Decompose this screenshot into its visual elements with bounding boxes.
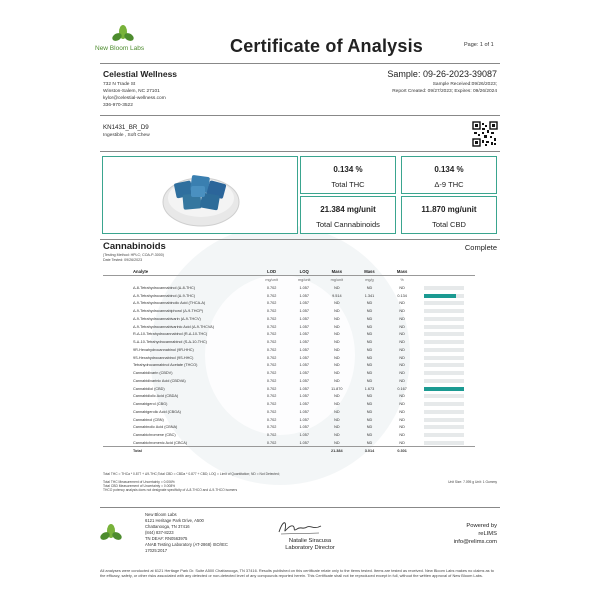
mass-g-value: ND [366,394,373,399]
lod-value: 0.702 [266,293,277,298]
table-row [103,300,475,308]
client-address1: 732 N Trade St [103,82,136,87]
total-label: Total [103,447,255,455]
table-row [103,408,475,416]
mass-g-value: ND [366,340,373,345]
mass-pct-value: ND [399,316,405,321]
table-row [103,439,475,447]
total-mass-pct: 0.301 [386,447,419,455]
mass-g-value: 1.341 [364,293,375,298]
lod-value: 0.702 [266,386,277,391]
table-row [103,292,475,300]
client-name: Celestial Wellness [103,69,178,79]
mass-pct-value: ND [399,440,405,445]
analyte-name: Tetrahydrocannabinol Acetate (THCO) [133,363,198,368]
lab-logo-icon [100,524,122,544]
loq-value: 1.057 [299,378,309,383]
mass-pct-value: ND [399,340,405,345]
percent-bar-track [424,441,464,445]
mass-pct-value: ND [399,355,405,360]
percent-bar-track [424,363,464,367]
lod-value: 0.702 [266,378,277,383]
mass-unit-value: ND [334,285,340,290]
lod-value: 0.702 [266,409,277,414]
table-row [103,331,475,339]
mass-pct-value: ND [399,285,405,290]
col-mass-pct: Mass [386,268,419,275]
percent-bar-track [424,433,464,437]
percent-bar-cell [418,315,475,323]
lod-value: 0.702 [266,285,277,290]
col-analyte: Analyte [103,268,255,275]
analyte-name: 9R-Hexahydrocannabinol (9R-HHC) [133,347,194,352]
analyte-name: R-Δ-10-Tetrahydrocannabinol (R-Δ-10-THC) [133,332,208,337]
mass-g-value: ND [366,355,373,360]
percent-bar-track [424,325,464,329]
loq-value: 1.057 [299,417,309,422]
mass-g-value: ND [366,363,373,368]
analyte-name: Cannabinolic Acid (CBNA) [133,425,178,430]
unit-mass-g: mg/g [365,277,374,282]
lod-value: 0.702 [266,301,277,306]
units-row [103,275,475,284]
mass-unit-value: 11.870 [331,386,343,391]
total-thc-label: Total THC [331,180,365,189]
col-bar [418,268,475,275]
percent-bar-track [424,394,464,398]
mass-unit-value: ND [334,402,340,407]
qr-code-icon[interactable] [472,121,498,147]
lab-street: 6121 Heritage Park Drive, A500 [145,518,204,523]
unit-loq: mg/unit [297,277,311,282]
loq-value: 1.057 [299,394,309,399]
loq-value: 1.057 [299,433,309,438]
mass-unit-value: ND [334,371,340,376]
lab-iso: 17025:2017 [145,548,168,553]
loq-value: 1.057 [299,371,309,376]
signer-role: Laboratory Director [285,545,335,551]
percent-bar-track [424,379,464,383]
lims-email-link[interactable]: info@relims.com [453,539,497,545]
analyte-name: Cannabinol (CBN) [133,417,164,422]
lod-value: 0.702 [266,309,277,314]
col-mass-unit: Mass [321,268,354,275]
percent-bar-track [424,309,464,313]
percent-bar-track [424,317,464,321]
product-type: Ingestible , Soft Chew [103,133,150,138]
loq-value: 1.057 [299,402,309,407]
percent-bar-fill [424,387,463,391]
percent-bar-track [424,425,464,429]
table-row [103,369,475,377]
lod-value: 0.702 [266,394,277,399]
mass-pct-value: ND [399,301,405,306]
mass-pct-value: ND [399,378,405,383]
lod-value: 0.702 [266,355,277,360]
signer-name: Natalie Siracusa [288,538,332,544]
mass-pct-value: 0.167 [397,386,407,391]
sample-id: Sample: 09-26-2023-39087 [387,69,497,79]
total-loq [288,447,321,455]
client-divider [100,115,500,116]
unit-mass-unit: mg/unit [330,277,344,282]
report-dates: Report Created: 09/27/2023; Expires: 09/26/2024 [392,89,497,94]
lab-dea: TN DEA#: RN0563975 [145,536,188,541]
mass-pct-value: ND [399,309,405,314]
table-row [103,354,475,362]
mass-g-value: 1.673 [364,386,375,391]
table-row [103,431,475,439]
mass-unit-value: ND [334,433,340,438]
mass-unit-value: ND [334,425,340,430]
percent-bar-cell [418,362,475,370]
percent-bar-cell [418,300,475,308]
document-title: Certificate of Analysis [230,36,423,56]
percent-bar-track [424,371,464,375]
percent-bar-track [424,356,464,360]
lims-name: reLIMS [478,531,497,537]
percent-bar-cell [418,393,475,401]
percent-bar-track [424,340,464,344]
percent-bar-track [424,332,464,336]
analyte-name: Cannabigerolic Acid (CBGA) [133,409,181,414]
mass-unit-value: ND [334,309,340,314]
mass-unit-value: ND [334,409,340,414]
table-header-row [103,268,475,275]
mass-g-value: ND [366,371,373,376]
mass-unit-value: ND [334,340,340,345]
loq-value: 1.057 [299,316,309,321]
loq-value: 1.057 [299,386,309,391]
mass-g-value: ND [366,378,373,383]
summary-divider [100,239,500,240]
mass-g-value: ND [366,285,373,290]
lod-value: 0.702 [266,425,277,430]
percent-bar-cell [418,284,475,292]
mass-unit-value: ND [334,417,340,422]
unit-mass-pct: % [400,277,404,282]
mass-unit-value: ND [334,316,340,321]
loq-value: 1.057 [299,363,309,368]
total-cbd-label: Total CBD [432,220,466,229]
analyte-name: Cannabichromenic Acid (CBCA) [133,440,188,445]
mass-g-value: ND [366,402,373,407]
analyte-name: Cannabichromene (CBC) [133,433,176,438]
total-mass-unit: 21.384 [321,447,354,455]
total-bar-cell [418,447,475,455]
loq-value: 1.057 [299,309,309,314]
lab-phone: (844) 837-8223 [145,530,174,535]
loq-value: 1.057 [299,340,309,345]
product-image-panel [102,156,298,234]
analyte-name: Δ-8-Tetrahydrocannabinol (Δ-8-THC) [133,285,196,290]
unit-lod: mg/unit [265,277,278,282]
section-title: Cannabinoids [103,241,166,252]
mass-pct-value: ND [399,425,405,430]
analyte-name: Δ-9-Tetrahydrocannabivarinic Acid (Δ-9-THCVA) [133,324,214,329]
loq-value: 1.057 [299,301,309,306]
percent-bar-cell [418,416,475,424]
cannabinoid-table [103,268,475,455]
total-row [103,447,475,455]
col-mass-g: Mass [353,268,386,275]
mass-g-value: ND [366,324,373,329]
table-row [103,346,475,354]
table-row [103,323,475,331]
footnote-thc-uncertainty: Total THC Measurement of Uncertainty = 0.006% [103,480,175,484]
disclaimer: All analyses were conducted at 6121 Heritage Park Dr. Suite A500 Chattanooga, TN 37416. Results published on this certificate relate only to the items tested. Items are tested as received. New Bloom Labs makes no claims as to the efficacy, safety, or other risks associated with any detected or non-detected level of any compounds reported herein. This Certificate shall not be reproduced except in full, without the written approval of New Bloom Labs. [100,568,494,578]
percent-bar-fill [424,294,456,298]
total-cbd-card [401,196,497,234]
page-number: Page: 1 of 1 [464,42,494,48]
loq-value: 1.057 [299,440,309,445]
delta9-thc-value: 0.134 % [434,165,464,174]
table-row [103,377,475,385]
percent-bar-cell [418,346,475,354]
delta9-thc-card [401,156,497,194]
new-bloom-logo-icon [112,25,134,45]
percent-bar-cell [418,354,475,362]
loq-value: 1.057 [299,409,309,414]
lod-value: 0.702 [266,417,277,422]
mass-unit-value: ND [334,324,340,329]
lod-value: 0.702 [266,316,277,321]
loq-value: 1.057 [299,347,309,352]
analyte-name: Cannabidivarinic Acid (CBDVA) [133,378,186,383]
percent-bar-cell [418,377,475,385]
mass-unit-value: ND [334,355,340,360]
lod-value: 0.702 [266,324,277,329]
mass-unit-value: ND [334,301,340,306]
lod-value: 0.702 [266,340,277,345]
percent-bar-track [424,418,464,422]
lab-accreditation: ANAB Testing Laboratory (AT-2868) ISO/IEC [145,542,228,547]
product-divider [100,151,500,152]
analyte-name: Δ-9-Tetrahydrocannabiphorol (Δ-9-THCP) [133,309,204,314]
mass-pct-value: ND [399,394,405,399]
mass-pct-value: ND [399,347,405,352]
mass-unit-value: ND [334,378,340,383]
mass-unit-value: ND [334,394,340,399]
total-cannabinoids-card [300,196,396,234]
mass-g-value: ND [366,347,373,352]
testing-method: (Testing Method: HPLC; COA-P-3000) [103,253,164,257]
percent-bar-cell [418,424,475,432]
mass-unit-value: ND [334,332,340,337]
table-row [103,284,475,292]
analyte-name: Δ-9-Tetrahydrocannabinolic Acid (THCA-A) [133,301,206,306]
loq-value: 1.057 [299,332,309,337]
percent-bar-cell [418,331,475,339]
mass-pct-value: ND [399,409,405,414]
table-row [103,393,475,401]
analyte-name: Δ-9-Tetrahydrocannabivarin (Δ-9-THCV) [133,316,201,321]
percent-bar-cell [418,408,475,416]
loq-value: 1.057 [299,355,309,360]
total-cbd-value: 11.870 mg/unit [421,205,477,214]
mass-pct-value: ND [399,371,405,376]
total-lod [255,447,288,455]
percent-bar-track [424,402,464,406]
lod-value: 0.702 [266,433,277,438]
lod-value: 0.702 [266,440,277,445]
header-divider [100,63,500,64]
loq-value: 1.057 [299,324,309,329]
mass-g-value: ND [366,417,373,422]
table-row [103,362,475,370]
lod-value: 0.702 [266,332,277,337]
analyte-name: Cannabidiol (CBD) [133,386,165,391]
mass-pct-value: 0.134 [397,293,407,298]
mass-g-value: ND [366,433,373,438]
table-row [103,424,475,432]
col-loq: LOQ [288,268,321,275]
table-row [103,385,475,393]
total-cannabinoids-value: 21.384 mg/unit [320,205,376,214]
mass-g-value: ND [366,316,373,321]
unit-analyte [103,275,255,284]
percent-bar-track [424,348,464,352]
mass-unit-value: ND [334,440,340,445]
product-photo [161,162,241,228]
mass-pct-value: ND [399,417,405,422]
total-thc-value: 0.134 % [333,165,363,174]
mass-g-value: ND [366,425,373,430]
client-email: kylor@celestial-wellness.com [103,96,166,101]
table-row [103,338,475,346]
lod-value: 0.702 [266,371,277,376]
sample-received: Sample Received:09/26/2023; [432,82,497,87]
lod-value: 0.702 [266,363,277,368]
total-cannabinoids-label: Total Cannabinoids [316,220,380,229]
mass-pct-value: ND [399,433,405,438]
analyte-name: S-Δ-10-Tetrahydrocannabinol (S-Δ-10-THC) [133,340,207,345]
footer-divider [100,507,500,508]
footnote-totals: Total THC = THCa * 0.877 + Δ9-THC;Total CBD = CBDa * 0.877 + CBD; LOQ = Limit of Quantitation; ND = Not Detected; [103,472,280,476]
mass-g-value: ND [366,409,373,414]
percent-bar-cell [418,292,475,300]
percent-bar-cell [418,431,475,439]
percent-bar-track [424,286,464,290]
mass-pct-value: ND [399,324,405,329]
total-mass-g: 3.014 [353,447,386,455]
percent-bar-cell [418,385,475,393]
lab-city: Chattanooga, TN 37416 [145,524,190,529]
table-row [103,315,475,323]
mass-pct-value: ND [399,332,405,337]
analyte-name: Cannabigerol (CBG) [133,402,168,407]
mass-g-value: ND [366,332,373,337]
mass-pct-value: ND [399,402,405,407]
signature-image [275,518,325,538]
analyte-name: Δ-9-Tetrahydrocannabinol (Δ-9-THC) [133,293,196,298]
powered-by: Powered by [466,523,497,529]
mass-g-value: ND [366,309,373,314]
section-status: Complete [464,243,497,252]
loq-value: 1.057 [299,285,309,290]
loq-value: 1.057 [299,425,309,430]
table-row [103,416,475,424]
mass-pct-value: ND [399,363,405,368]
percent-bar-track [424,410,464,414]
percent-bar-cell [418,369,475,377]
mass-g-value: ND [366,440,373,445]
percent-bar-cell [418,439,475,447]
mass-g-value: ND [366,301,373,306]
table-row [103,400,475,408]
percent-bar-track [424,294,464,298]
percent-bar-cell [418,323,475,331]
percent-bar-cell [418,400,475,408]
percent-bar-track [424,301,464,305]
client-phone: 336-970-3522 [103,103,133,108]
logo-text: New Bloom Labs [95,45,145,52]
analyte-name: Cannabidivarin (CBDV) [133,371,173,376]
lab-name: New Bloom Labs [145,512,177,517]
lod-value: 0.702 [266,347,277,352]
percent-bar-track [424,387,464,391]
percent-bar-cell [418,307,475,315]
lod-value: 0.702 [266,402,277,407]
mass-unit-value: ND [334,363,340,368]
date-tested: Date Tested: 09/26/2023 [103,258,143,262]
table-row [103,307,475,315]
loq-value: 1.057 [299,293,309,298]
mass-unit-value: 9.514 [332,293,342,298]
total-thc-card [300,156,396,194]
footnote-cbd-uncertainty: Total CBD Measurement of Uncertainty = 0.008% [103,484,176,488]
batch-number: KN1431_BR_D9 [103,124,149,131]
analyte-name: Cannabidiolic Acid (CBDA) [133,394,179,399]
delta9-thc-label: Δ-9 THC [434,180,464,189]
col-lod: LOD [255,268,288,275]
unit-size: Unit Size: 7.095 g Unit: 1 Gummy [448,480,497,484]
mass-unit-value: ND [334,347,340,352]
percent-bar-cell [418,338,475,346]
footnote-thco: THCO potency analysis does not designate specificity of Δ-8-THCO and Δ-9-THCO isomers [103,488,238,492]
analyte-name: 9S-Hexahydrocannabinol (9S-HHC) [133,355,194,360]
client-address2: Winston-Salem, NC 27101 [103,89,160,94]
